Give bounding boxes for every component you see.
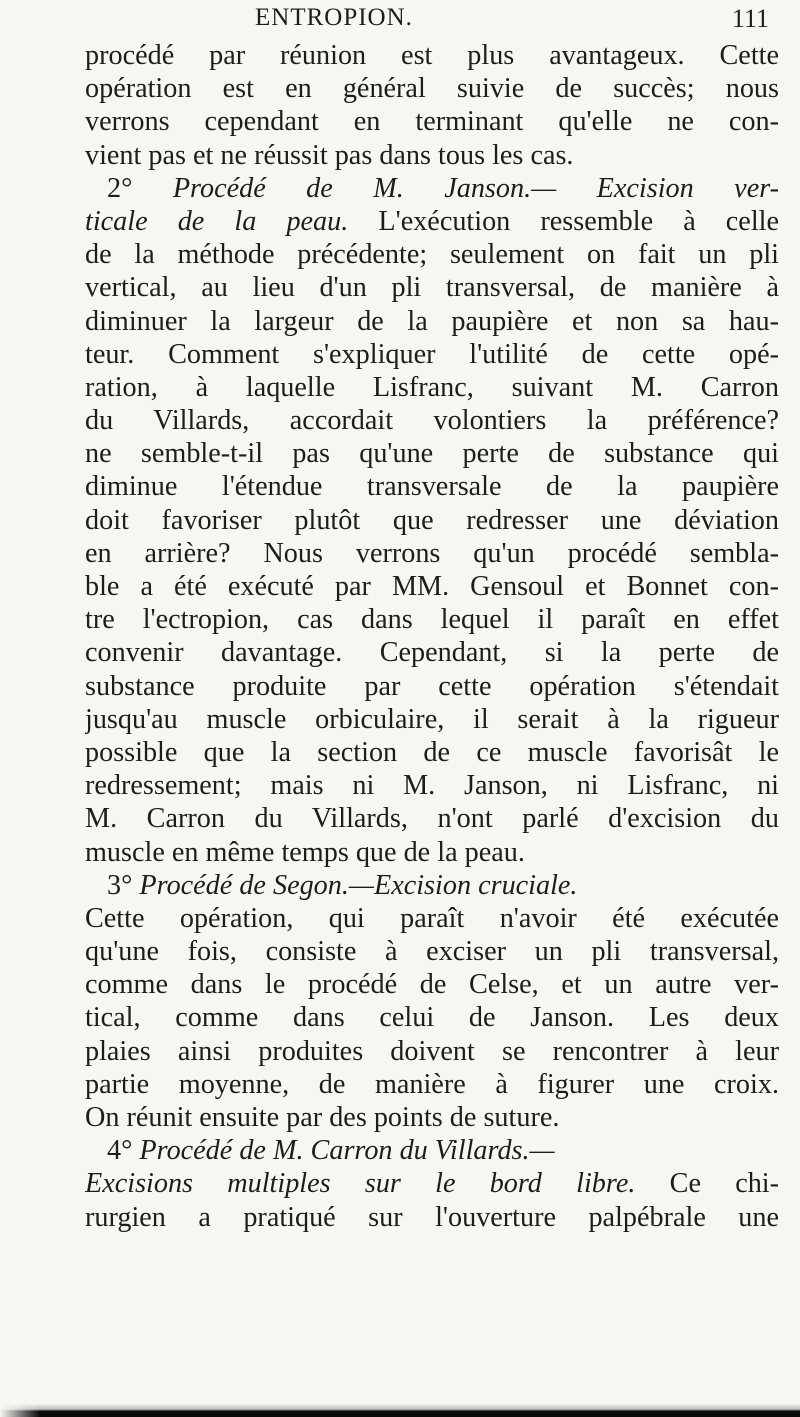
text-line: convenir davantage. Cependant, si la perte de xyxy=(85,637,779,669)
text-line: doit favoriser plutôt que redresser une déviation xyxy=(85,504,779,536)
section-title: Procédé de Segon.—Excision cruciale. xyxy=(139,869,578,901)
text-line: On réunit ensuite par des points de suture. xyxy=(85,1102,560,1133)
section-title: Procédé de M. Janson.— Excision ver- xyxy=(172,172,779,204)
text-line: verrons cependant en terminant qu'elle ne con- xyxy=(85,106,779,138)
text-line: du Villards, accordait volontiers la préférence? xyxy=(85,405,779,437)
text-line xyxy=(85,338,779,371)
page-edge-shadow xyxy=(0,1404,800,1417)
text-line: comme dans le procédé de Celse, et un autre ver- xyxy=(85,969,779,1001)
text-run: L'exécution ressemble à celle xyxy=(378,205,779,237)
section-title-cont: Excisions multiples sur le bord libre. xyxy=(85,1168,636,1200)
text-line: redressement; mais ni M. Janson, ni Lisfranc, ni xyxy=(85,770,779,802)
text-line: tical, comme dans celui de Janson. Les deux xyxy=(85,1002,779,1034)
text-line: en arrière? Nous verrons qu'un procédé sembla- xyxy=(85,537,779,569)
text-line: possible que la section de ce muscle favorisât le xyxy=(85,736,779,768)
section-number: 3° xyxy=(107,869,133,901)
text-line: diminue l'étendue transversale de la paupière xyxy=(85,471,779,503)
text-line: rurgien a pratiqué sur l'ouverture palpébrale une xyxy=(85,1201,779,1233)
page-header xyxy=(85,4,779,42)
section-title-cont: ticale de la peau. xyxy=(85,205,349,237)
text-run: Comment s'expliquer l'utilité de cette opé- xyxy=(168,338,779,370)
text-line: substance produite par cette opération s'étendait xyxy=(85,670,779,702)
text-line: ne semble-t-il pas qu'une perte de substance qui xyxy=(85,438,779,470)
section-heading-carron xyxy=(85,1134,779,1167)
text-line: vient pas et ne réussit pas dans tous les cas. xyxy=(85,139,574,171)
section-title: Procédé de M. Carron du Villards.— xyxy=(139,1135,555,1167)
section-number: 4° xyxy=(107,1135,133,1167)
text-line xyxy=(85,205,779,238)
text-line: plaies ainsi produites doivent se rencontrer à leur xyxy=(85,1035,779,1067)
text-line: ble a été exécuté par MM. Gensoul et Bonnet con- xyxy=(85,571,779,602)
text-line: muscle en même temps que de la peau. xyxy=(85,836,525,868)
body-text xyxy=(85,39,779,1234)
text-line: jusqu'au muscle orbiculaire, il serait à la rigueur xyxy=(85,703,779,735)
text-line: M. Carron du Villards, n'ont parlé d'excision du xyxy=(85,803,779,835)
text-line: opération est en général suivie de succès; nous xyxy=(85,73,779,105)
text-run: Ce chi- xyxy=(669,1168,779,1200)
text-line: tre l'ectropion, cas dans lequel il paraît en effet xyxy=(85,604,779,636)
section-number: 2° xyxy=(107,172,133,204)
page-number: 111 xyxy=(731,4,769,33)
section-heading-janson xyxy=(85,172,779,205)
text-line: diminuer la largeur de la paupière et non sa hau- xyxy=(85,305,779,337)
text-line: vertical, au lieu d'un pli transversal, de manière à xyxy=(85,272,779,304)
text-line: qu'une fois, consiste à exciser un pli transversal, xyxy=(85,936,779,968)
text-line: Cette opération, qui paraît n'avoir été exécutée xyxy=(85,902,779,934)
text-line: ration, à laquelle Lisfranc, suivant M. Carron xyxy=(85,371,779,403)
text-line: de la méthode précédente; seulement on fait un pli xyxy=(85,239,779,271)
section-heading-segon xyxy=(85,869,779,902)
running-title: ENTROPION. xyxy=(255,4,413,31)
text-line: partie moyenne, de manière à figurer une croix. xyxy=(85,1068,779,1100)
text-line xyxy=(85,1167,779,1200)
text-run: teur. xyxy=(85,338,135,370)
text-line: procédé par réunion est plus avantageux. Cette xyxy=(85,40,779,71)
